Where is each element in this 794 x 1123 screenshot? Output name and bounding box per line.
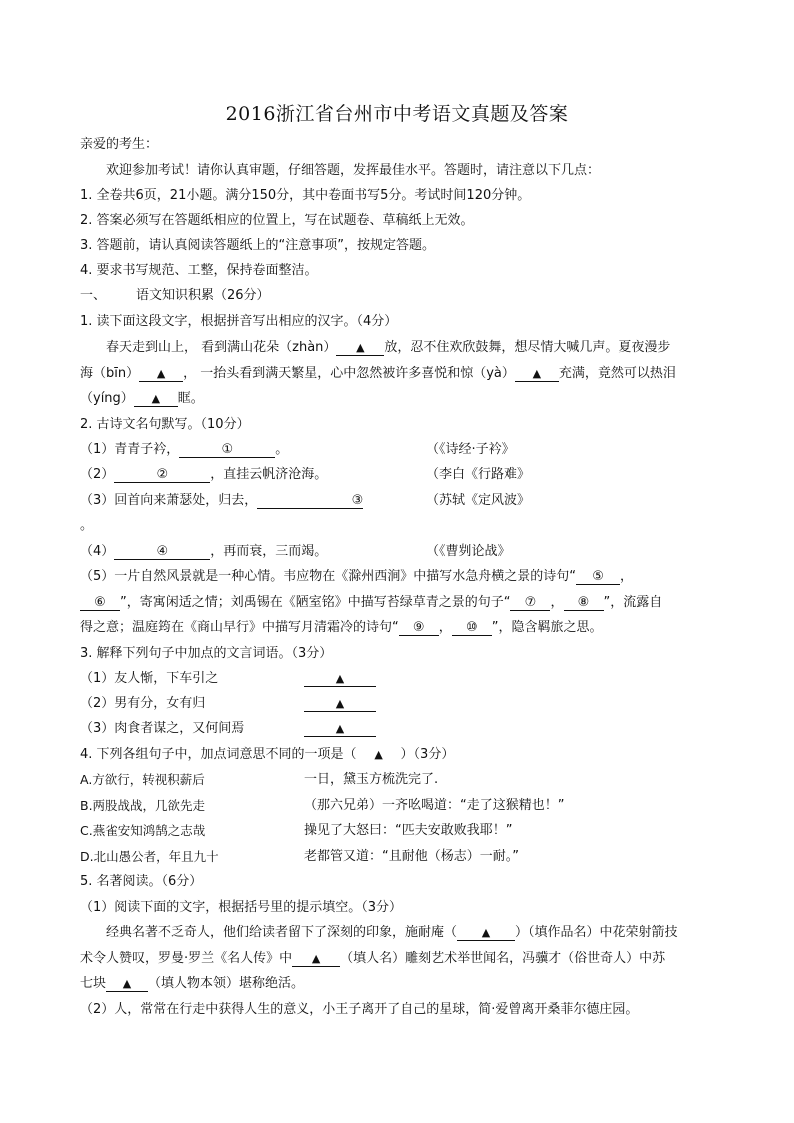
q4-stem [80, 746, 454, 764]
answer-blank[interactable] [257, 493, 363, 509]
q1-text: 放，忍不住欢欣鼓舞，想尽情大喊几声。夏夜漫步 [384, 340, 671, 355]
q5-text: 七块 [80, 976, 107, 991]
q2-text: （1）青青子衿， [80, 442, 180, 457]
q5-sub2: （2）人，常常在行走中获得人生的意义，小王子离开了自己的星球，简·爱曾离开桑菲尔德庄园。 [80, 1002, 639, 1017]
triangle-marker-icon: ▲ [481, 926, 491, 939]
greeting: 亲爱的考生： [80, 137, 159, 152]
q2-text: ”，流露自 [603, 595, 663, 610]
blank-number: ⑧ [577, 595, 590, 610]
q2-source-4: （《曹刿论战》 [426, 544, 511, 559]
q2-text: 得之意；温庭筠在《商山早行》中描写月清霜冷的诗句“ [80, 620, 399, 635]
q2-source-3: （苏轼《定风波》 [426, 493, 531, 508]
answer-blank[interactable] [114, 467, 210, 483]
rule-3: 3. 答题前，请认真阅读答题纸上的“注意事项”，按规定答题。 [80, 238, 436, 253]
triangle-marker-icon: ▲ [374, 748, 383, 761]
q2-text: （2） [80, 467, 115, 482]
answer-blank[interactable] [179, 442, 275, 458]
blank-number: ③ [351, 493, 364, 508]
q2-text: （5）一片自然风景就是一种心情。韦应物在《滁州西涧》中描写水急舟横之景的诗句“ [80, 569, 577, 584]
q2-line6 [80, 594, 662, 612]
q1-para-line1 [106, 339, 670, 357]
q1-text: 春天走到山上， 看到满山花朵（zhàn） [106, 340, 337, 355]
answer-blank[interactable] [457, 925, 515, 941]
q4-option-a-right: 一日，黛玉方梳洗完了. [304, 772, 439, 787]
triangle-marker-icon: ▲ [335, 672, 345, 685]
answer-blank[interactable] [304, 721, 376, 737]
q5-text: 术令人赞叹，罗曼·罗兰《名人传》中 [80, 951, 293, 966]
q5-text: ）（填作品名）中花荣射箭技 [515, 925, 678, 940]
answer-blank[interactable] [336, 340, 384, 356]
q2-text: （4） [80, 544, 115, 559]
q2-source-2: （李白《行路难》 [426, 467, 531, 482]
triangle-marker-icon: ▲ [156, 367, 166, 380]
blank-number: ⑥ [94, 595, 106, 610]
q2-line2 [80, 466, 327, 484]
rule-1: 1. 全卷共6页，21小题。满分150分，其中卷面书写5分。考试时间120分钟。 [80, 188, 531, 203]
q5-para-line1 [106, 924, 678, 942]
q4-option-d-left: D.北山愚公者，年且九十 [80, 849, 219, 864]
section-title: 语文知识积累（26分） [136, 288, 270, 303]
q1-text: （yíng） [80, 391, 134, 406]
q4-option-c-left: C.燕雀安知鸿鹄之志哉 [80, 823, 206, 838]
q2-text: ，直挂云帆济沧海。 [210, 467, 328, 482]
q2-line5 [80, 568, 633, 586]
q1-text: 海（bīn） [80, 366, 140, 381]
blank-number: ⑩ [465, 620, 478, 635]
triangle-marker-icon: ▲ [311, 952, 321, 965]
q2-line1 [80, 441, 288, 459]
q5-para-line3 [80, 975, 304, 993]
q1-text: ， 一抬头看到满天繁星，心中忽然被许多喜悦和惊（yà） [183, 366, 515, 381]
intro-text: 欢迎参加考试！请你认真审题，仔细答题，发挥最佳水平。答题时，请注意以下几点： [106, 163, 601, 178]
answer-blank[interactable] [139, 366, 183, 382]
q3-answer-3 [304, 720, 376, 738]
q1-text: 充满，竟然可以热泪 [558, 366, 676, 381]
q2-text: ，再而衰，三而竭。 [210, 544, 328, 559]
answer-blank[interactable] [304, 696, 376, 712]
q2-source-1: （《诗经·子衿》 [426, 442, 515, 457]
q4-answer-slot[interactable] [357, 746, 401, 764]
q2-text: （3）回首向来萧瑟处，归去， [80, 493, 258, 508]
section-number: 一、 [80, 288, 107, 303]
rule-2: 2. 答案必须写在答题纸相应的位置上，写在试题卷、草稿纸上无效。 [80, 213, 474, 228]
blank-number: ④ [156, 544, 169, 559]
q2-line4 [80, 543, 327, 561]
blank-number: ⑤ [592, 569, 604, 584]
q3-stem: 3. 解释下列句子中加点的文言词语。（3分） [80, 646, 333, 661]
q2-line7 [80, 619, 603, 637]
answer-blank[interactable] [515, 366, 559, 382]
triangle-marker-icon: ▲ [356, 341, 365, 354]
q4-text: ）（3分） [400, 747, 455, 762]
triangle-marker-icon: ▲ [335, 722, 345, 735]
q2-text: ， [438, 620, 452, 635]
triangle-marker-icon: ▲ [335, 697, 345, 710]
q5-text: （填人名）雕刻艺术举世闻名，冯骥才（俗世奇人）中苏 [340, 951, 666, 966]
q5-text: 经典名著不乏奇人，他们给读者留下了深刻的印象，施耐庵（ [106, 925, 458, 940]
blank-number: ⑨ [412, 620, 425, 635]
rule-4: 4. 要求书写规范、工整，保持卷面整洁。 [80, 263, 318, 278]
q3-answer-1 [304, 670, 376, 688]
blank-number: ⑦ [524, 595, 537, 610]
answer-blank[interactable] [80, 595, 120, 611]
q4-text: 4. 下列各组句子中，加点词意思不同的一项是（ [80, 747, 357, 762]
q4-option-a-left: A.方欲行，转视积薪后 [80, 772, 205, 787]
q1-stem: 1. 读下面这段文字，根据拼音写出相应的汉字。（4分） [80, 314, 398, 329]
q3-answer-2 [304, 695, 376, 713]
answer-blank[interactable] [292, 951, 340, 967]
q5-sub1: （1）阅读下面的文字，根据括号里的提示填空。（3分） [80, 900, 403, 915]
q2-line3-tail: 。 [80, 518, 94, 533]
q2-text: ， [620, 569, 634, 584]
q2-text: 。 [275, 442, 289, 457]
answer-blank[interactable] [564, 595, 604, 611]
q4-option-b-right: （那六兄弟）一齐吆喝道：“走了这猴精也！” [304, 798, 565, 813]
q1-para-line3 [80, 390, 204, 408]
blank-number: ① [221, 442, 234, 457]
q5-text: （填人物本领）堪称绝活。 [148, 976, 305, 991]
answer-blank[interactable] [114, 544, 210, 560]
q2-stem: 2. 古诗文名句默写。（10分） [80, 417, 250, 432]
q2-text: ”，寄寓闲适之情；刘禹锡在《陋室铭》中描写苔绿草青之景的句子“ [120, 595, 511, 610]
q5-stem: 5. 名著阅读。（6分） [80, 874, 203, 889]
answer-blank[interactable] [304, 671, 376, 687]
q3-item-2: （2）男有分，女有归 [80, 696, 206, 711]
answer-blank[interactable] [106, 976, 148, 992]
q1-para-line2 [80, 365, 676, 383]
triangle-marker-icon: ▲ [122, 977, 132, 990]
answer-blank[interactable] [134, 391, 178, 407]
q4-option-b-left: B.两股战战，几欲先走 [80, 798, 206, 813]
triangle-marker-icon: ▲ [151, 392, 161, 405]
q4-option-d-right: 老都管又道：“且耐他（杨志）一耐。” [304, 849, 519, 864]
q2-text: ， [550, 595, 564, 610]
section-heading [80, 287, 270, 305]
q2-line3 [80, 492, 363, 510]
answer-blank[interactable] [399, 620, 439, 636]
q3-item-3: （3）肉食者谋之，又何间焉 [80, 721, 245, 736]
blank-number: ② [156, 467, 169, 482]
q1-text: 眶。 [177, 391, 204, 406]
page-title: 2016浙江省台州市中考语文真题及答案 [225, 103, 569, 125]
answer-blank[interactable] [576, 569, 620, 585]
q2-text: ”，隐含羁旅之思。 [491, 620, 603, 635]
answer-blank[interactable] [452, 620, 492, 636]
q3-item-1: （1）友人惭，下车引之 [80, 671, 219, 686]
triangle-marker-icon: ▲ [532, 367, 542, 380]
answer-blank[interactable] [510, 595, 550, 611]
q5-para-line2 [80, 950, 665, 968]
q4-option-c-right: 操见了大怒曰：“匹夫安敢败我耶！” [304, 823, 513, 838]
